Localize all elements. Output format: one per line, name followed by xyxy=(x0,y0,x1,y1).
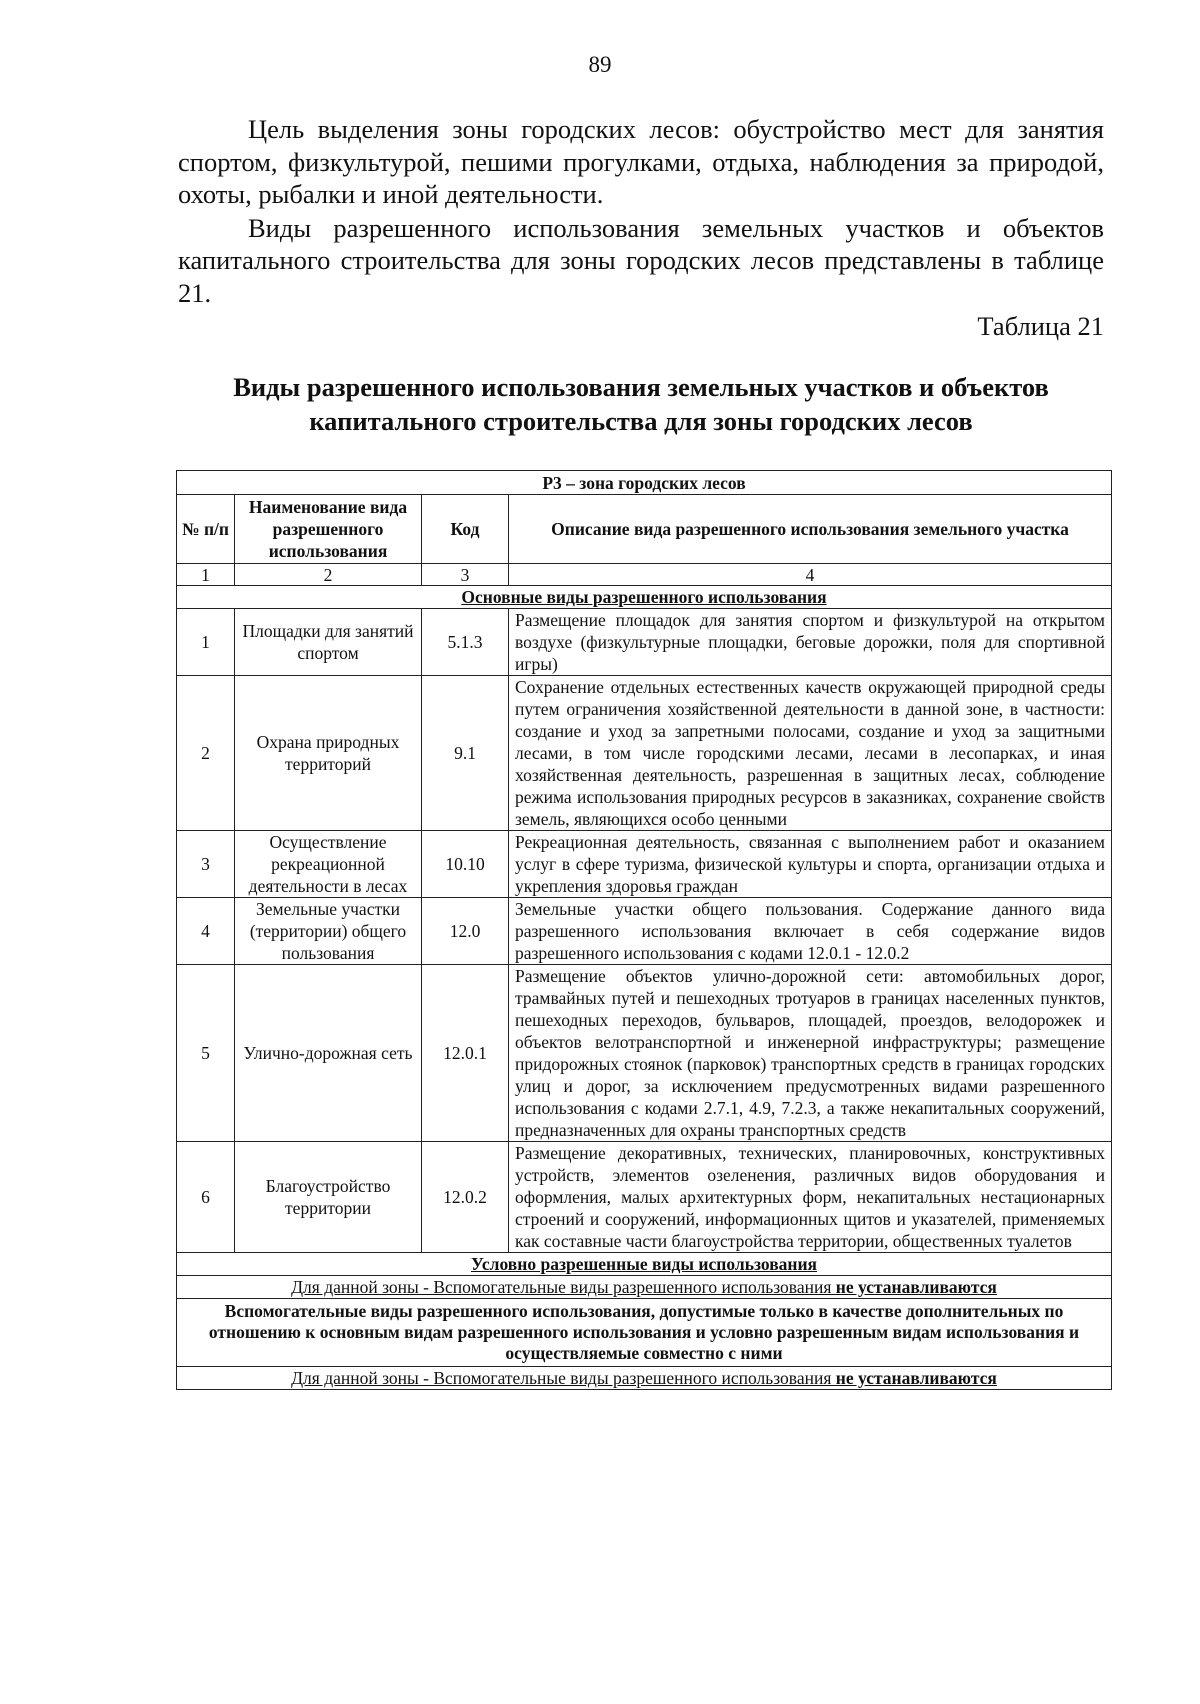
body-text xyxy=(178,113,1104,310)
column-number: 4 xyxy=(509,564,1112,586)
table-row xyxy=(177,676,1112,831)
auxiliary-uses-section: Вспомогательные виды разрешенного использования, допустимые только в качестве дополнительных по отношению к основным видам разрешенного использования и условно разрешенным видам использования и осуществляемые совместно с ними xyxy=(177,1299,1112,1367)
row-num: 2 xyxy=(177,676,235,831)
row-name: Площадки для занятий спортом xyxy=(235,609,422,676)
column-number: 1 xyxy=(177,564,235,586)
row-name: Охрана природных территорий xyxy=(235,676,422,831)
conditional-uses-section: Условно разрешенные виды использования xyxy=(177,1253,1112,1276)
table-title xyxy=(178,370,1104,438)
row-num: 1 xyxy=(177,609,235,676)
conditional-note-text: Для данной зоны - Вспомогательные виды разрешенного использования xyxy=(291,1276,836,1297)
table-row xyxy=(177,1142,1112,1253)
zone-header: Р3 – зона городских лесов xyxy=(177,471,1112,495)
row-num: 5 xyxy=(177,965,235,1142)
row-code: 9.1 xyxy=(422,676,509,831)
auxiliary-note-bold: не устанавливаются xyxy=(835,1367,997,1388)
header-name: Наименование вида разрешенного использования xyxy=(235,495,422,564)
row-code: 5.1.3 xyxy=(422,609,509,676)
row-description: Земельные участки общего пользования. Содержание данного вида разрешенного использования включает в себя содержание видов разрешенного использования с кодами 12.0.1 - 12.0.2 xyxy=(509,898,1112,965)
row-num: 4 xyxy=(177,898,235,965)
header-num: № п/п xyxy=(177,495,235,564)
page-number: 89 xyxy=(588,52,612,77)
table-title-line-1: Виды разрешенного использования земельных участков и объектов xyxy=(233,372,1049,402)
row-name: Улично-дорожная сеть xyxy=(235,965,422,1142)
auxiliary-uses-note xyxy=(177,1367,1112,1390)
column-number: 2 xyxy=(235,564,422,586)
land-use-table xyxy=(176,470,1112,1390)
row-name: Осуществление рекреационной деятельности в лесах xyxy=(235,831,422,898)
main-uses-section: Основные виды разрешенного использования xyxy=(177,586,1112,609)
paragraph-table-reference: Виды разрешенного использования земельных участков и объектов капитального строительства для зоны городских лесов представлены в таблице 21. xyxy=(178,212,1104,308)
table-label: Таблица 21 xyxy=(977,311,1104,341)
header-description: Описание вида разрешенного использования земельного участка xyxy=(509,495,1112,564)
table-title-line-2: капитального строительства для зоны городских лесов xyxy=(309,406,973,436)
conditional-uses-note xyxy=(177,1276,1112,1299)
table-row xyxy=(177,898,1112,965)
row-description: Размещение декоративных, технических, планировочных, конструктивных устройств, элементов озеленения, различных видов оборудования и оформления, малых архитектурных форм, некапитальных нестационарных строений и сооружений, информационных щитов и указателей, применяемых как составные части благоустройства территории, общественных туалетов xyxy=(509,1142,1112,1253)
row-description: Размещение площадок для занятия спортом и физкультурой на открытом воздухе (физкультурные площадки, беговые дорожки, поля для спортивной игры) xyxy=(509,609,1112,676)
row-description: Сохранение отдельных естественных качеств окружающей природной среды путем ограничения хозяйственной деятельности в данной зоне, в частности: создание и уход за запретными полосами, создание и уход за защитными лесами, в том числе городскими лесами, лесами в лесопарках, и иная хозяйственная деятельность, разрешенная в защитных лесах, соблюдение режима использования природных ресурсов в заказниках, сохранение свойств земель, являющихся особо ценными xyxy=(509,676,1112,831)
row-name: Земельные участки (территории) общего пользования xyxy=(235,898,422,965)
row-code: 12.0.1 xyxy=(422,965,509,1142)
paragraph-purpose: Цель выделения зоны городских лесов: обустройство мест для занятия спортом, физкультурой, пешими прогулками, отдыха, наблюдения за природой, охоты, рыбалки и иной деятельности. xyxy=(178,114,1104,209)
row-description: Размещение объектов улично-дорожной сети: автомобильных дорог, трамвайных путей и пешеходных тротуаров в границах населенных пунктов, пешеходных переходов, бульваров, площадей, проездов, велодорожек и объектов велотранспортной и инженерной инфраструктуры; размещение придорожных стоянок (парковок) транспортных средств в границах городских улиц и дорог, за исключением предусмотренных видами разрешенного использования с кодами 2.7.1, 4.9, 7.2.3, а также некапитальных сооружений, предназначенных для охраны транспортных средств xyxy=(509,965,1112,1142)
table-row xyxy=(177,831,1112,898)
table-row xyxy=(177,965,1112,1142)
conditional-note-bold: не устанавливаются xyxy=(835,1276,997,1297)
row-description: Рекреационная деятельность, связанная с выполнением работ и оказанием услуг в сфере туризма, физической культуры и спорта, организации отдыха и укрепления здоровья граждан xyxy=(509,831,1112,898)
row-num: 6 xyxy=(177,1142,235,1253)
row-num: 3 xyxy=(177,831,235,898)
row-code: 12.0.2 xyxy=(422,1142,509,1253)
auxiliary-note-text: Для данной зоны - Вспомогательные виды разрешенного использования xyxy=(291,1367,836,1388)
table-row xyxy=(177,609,1112,676)
column-number: 3 xyxy=(422,564,509,586)
header-code: Код xyxy=(422,495,509,564)
row-code: 10.10 xyxy=(422,831,509,898)
row-code: 12.0 xyxy=(422,898,509,965)
row-name: Благоустройство территории xyxy=(235,1142,422,1253)
